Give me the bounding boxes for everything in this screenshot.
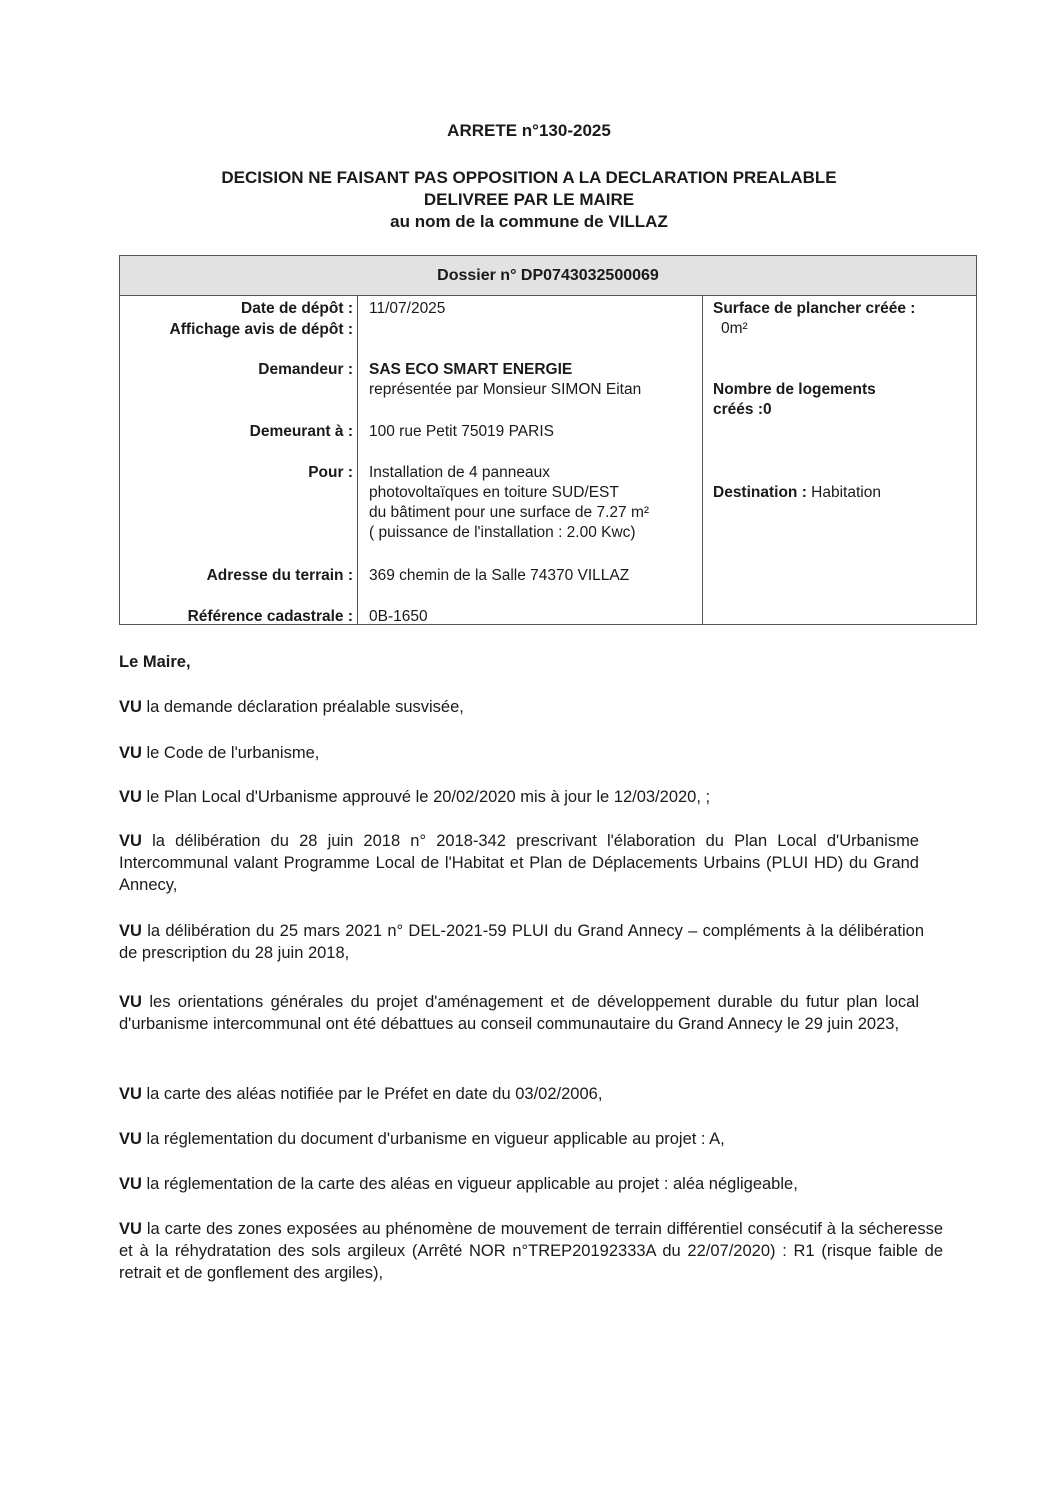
vu-paragraph-3: VU le Plan Local d'Urbanisme approuvé le 20/02/2020 mis à jour le 12/03/2020, ;	[119, 788, 711, 806]
pour-line-2: photovoltaïques en toiture SUD/EST	[369, 484, 619, 501]
column-divider-left	[357, 296, 358, 624]
demandeur-rep: représentée par Monsieur SIMON Eitan	[369, 381, 642, 398]
destination-label: Destination :	[713, 484, 807, 501]
le-maire: Le Maire,	[119, 653, 191, 671]
column-divider-right	[702, 296, 703, 624]
destination-value: Habitation	[806, 484, 881, 501]
vu-paragraph-6: VU les orientations générales du projet d'aménagement et de développement durable du futur plan local d'urbanisme intercommunal ont été débattues au conseil communautaire du Grand Annecy le 29 juin 2023,	[119, 993, 919, 1033]
demeurant-value: 100 rue Petit 75019 PARIS	[369, 423, 554, 440]
logements-label-1: Nombre de logements	[713, 381, 876, 398]
vu-paragraph-7: VU la carte des aléas notifiée par le Préfet en date du 03/02/2006,	[119, 1085, 603, 1103]
dossier-box	[119, 255, 977, 625]
demandeur-name: SAS ECO SMART ENERGIE	[369, 361, 573, 378]
decision-line-1: DECISION NE FAISANT PAS OPPOSITION A LA DECLARATION PREALABLE	[221, 168, 837, 187]
demeurant-label: Demeurant à :	[249, 423, 353, 440]
vu-paragraph-10: VU la carte des zones exposées au phénomène de mouvement de terrain différentiel consécutif à la sécheresse et à la réhydratation des sols argileux (Arrêté NOR n°TREP20192333A du 22/07/2020) : R1 (risque faible de retrait et de gonflement des argiles),	[119, 1220, 943, 1282]
logements-block	[713, 380, 876, 420]
vu-paragraph-4: VU la délibération du 28 juin 2018 n° 2018-342 prescrivant l'élaboration du Plan Local d'Urbanisme Intercommunal valant Programme Local de l'Habitat et Plan de Déplacements Urbains (PLUI HD) du Grand Annecy,	[119, 832, 919, 894]
pour-label: Pour :	[308, 464, 353, 481]
vu-paragraph-1: VU la demande déclaration préalable susvisée,	[119, 698, 464, 716]
affichage-label: Affichage avis de dépôt :	[169, 321, 353, 338]
surface-value: 0m²	[721, 320, 748, 337]
cadastre-value: 0B-1650	[369, 608, 428, 625]
surface-block	[713, 299, 915, 339]
pour-value	[369, 463, 649, 543]
date-depot-label: Date de dépôt :	[241, 300, 353, 317]
decision-title	[0, 167, 1058, 233]
decision-line-3: au nom de la commune de VILLAZ	[390, 212, 668, 231]
vu-paragraph-9: VU la réglementation de la carte des aléas en vigueur applicable au projet : aléa négligeable,	[119, 1175, 798, 1193]
dossier-title: Dossier n° DP0743032500069	[120, 256, 976, 296]
pour-line-4: ( puissance de l'installation : 2.00 Kwc)	[369, 524, 636, 541]
surface-label: Surface de plancher créée :	[713, 300, 916, 317]
vu-paragraph-2: VU le Code de l'urbanisme,	[119, 744, 320, 762]
decision-line-2: DELIVREE PAR LE MAIRE	[423, 190, 635, 209]
adresse-label: Adresse du terrain :	[206, 567, 353, 584]
destination-block	[713, 483, 881, 503]
date-depot-value: 11/07/2025	[369, 300, 446, 317]
logements-label-2: créés :0	[713, 401, 772, 418]
demandeur-value	[369, 360, 641, 400]
arrete-number: ARRETE n°130-2025	[447, 121, 611, 140]
pour-line-1: Installation de 4 panneaux	[369, 464, 550, 481]
vu-paragraph-8: VU la réglementation du document d'urbanisme en vigueur applicable au projet : A,	[119, 1130, 725, 1148]
demandeur-label: Demandeur :	[258, 361, 353, 378]
cadastre-label: Référence cadastrale :	[187, 608, 353, 625]
vu-paragraph-5: VU la délibération du 25 mars 2021 n° DEL-2021-59 PLUI du Grand Annecy – compléments à la délibération de prescription du 28 juin 2018,	[119, 922, 924, 962]
adresse-value: 369 chemin de la Salle 74370 VILLAZ	[369, 567, 630, 584]
pour-line-3: du bâtiment pour une surface de 7.27 m²	[369, 504, 650, 521]
